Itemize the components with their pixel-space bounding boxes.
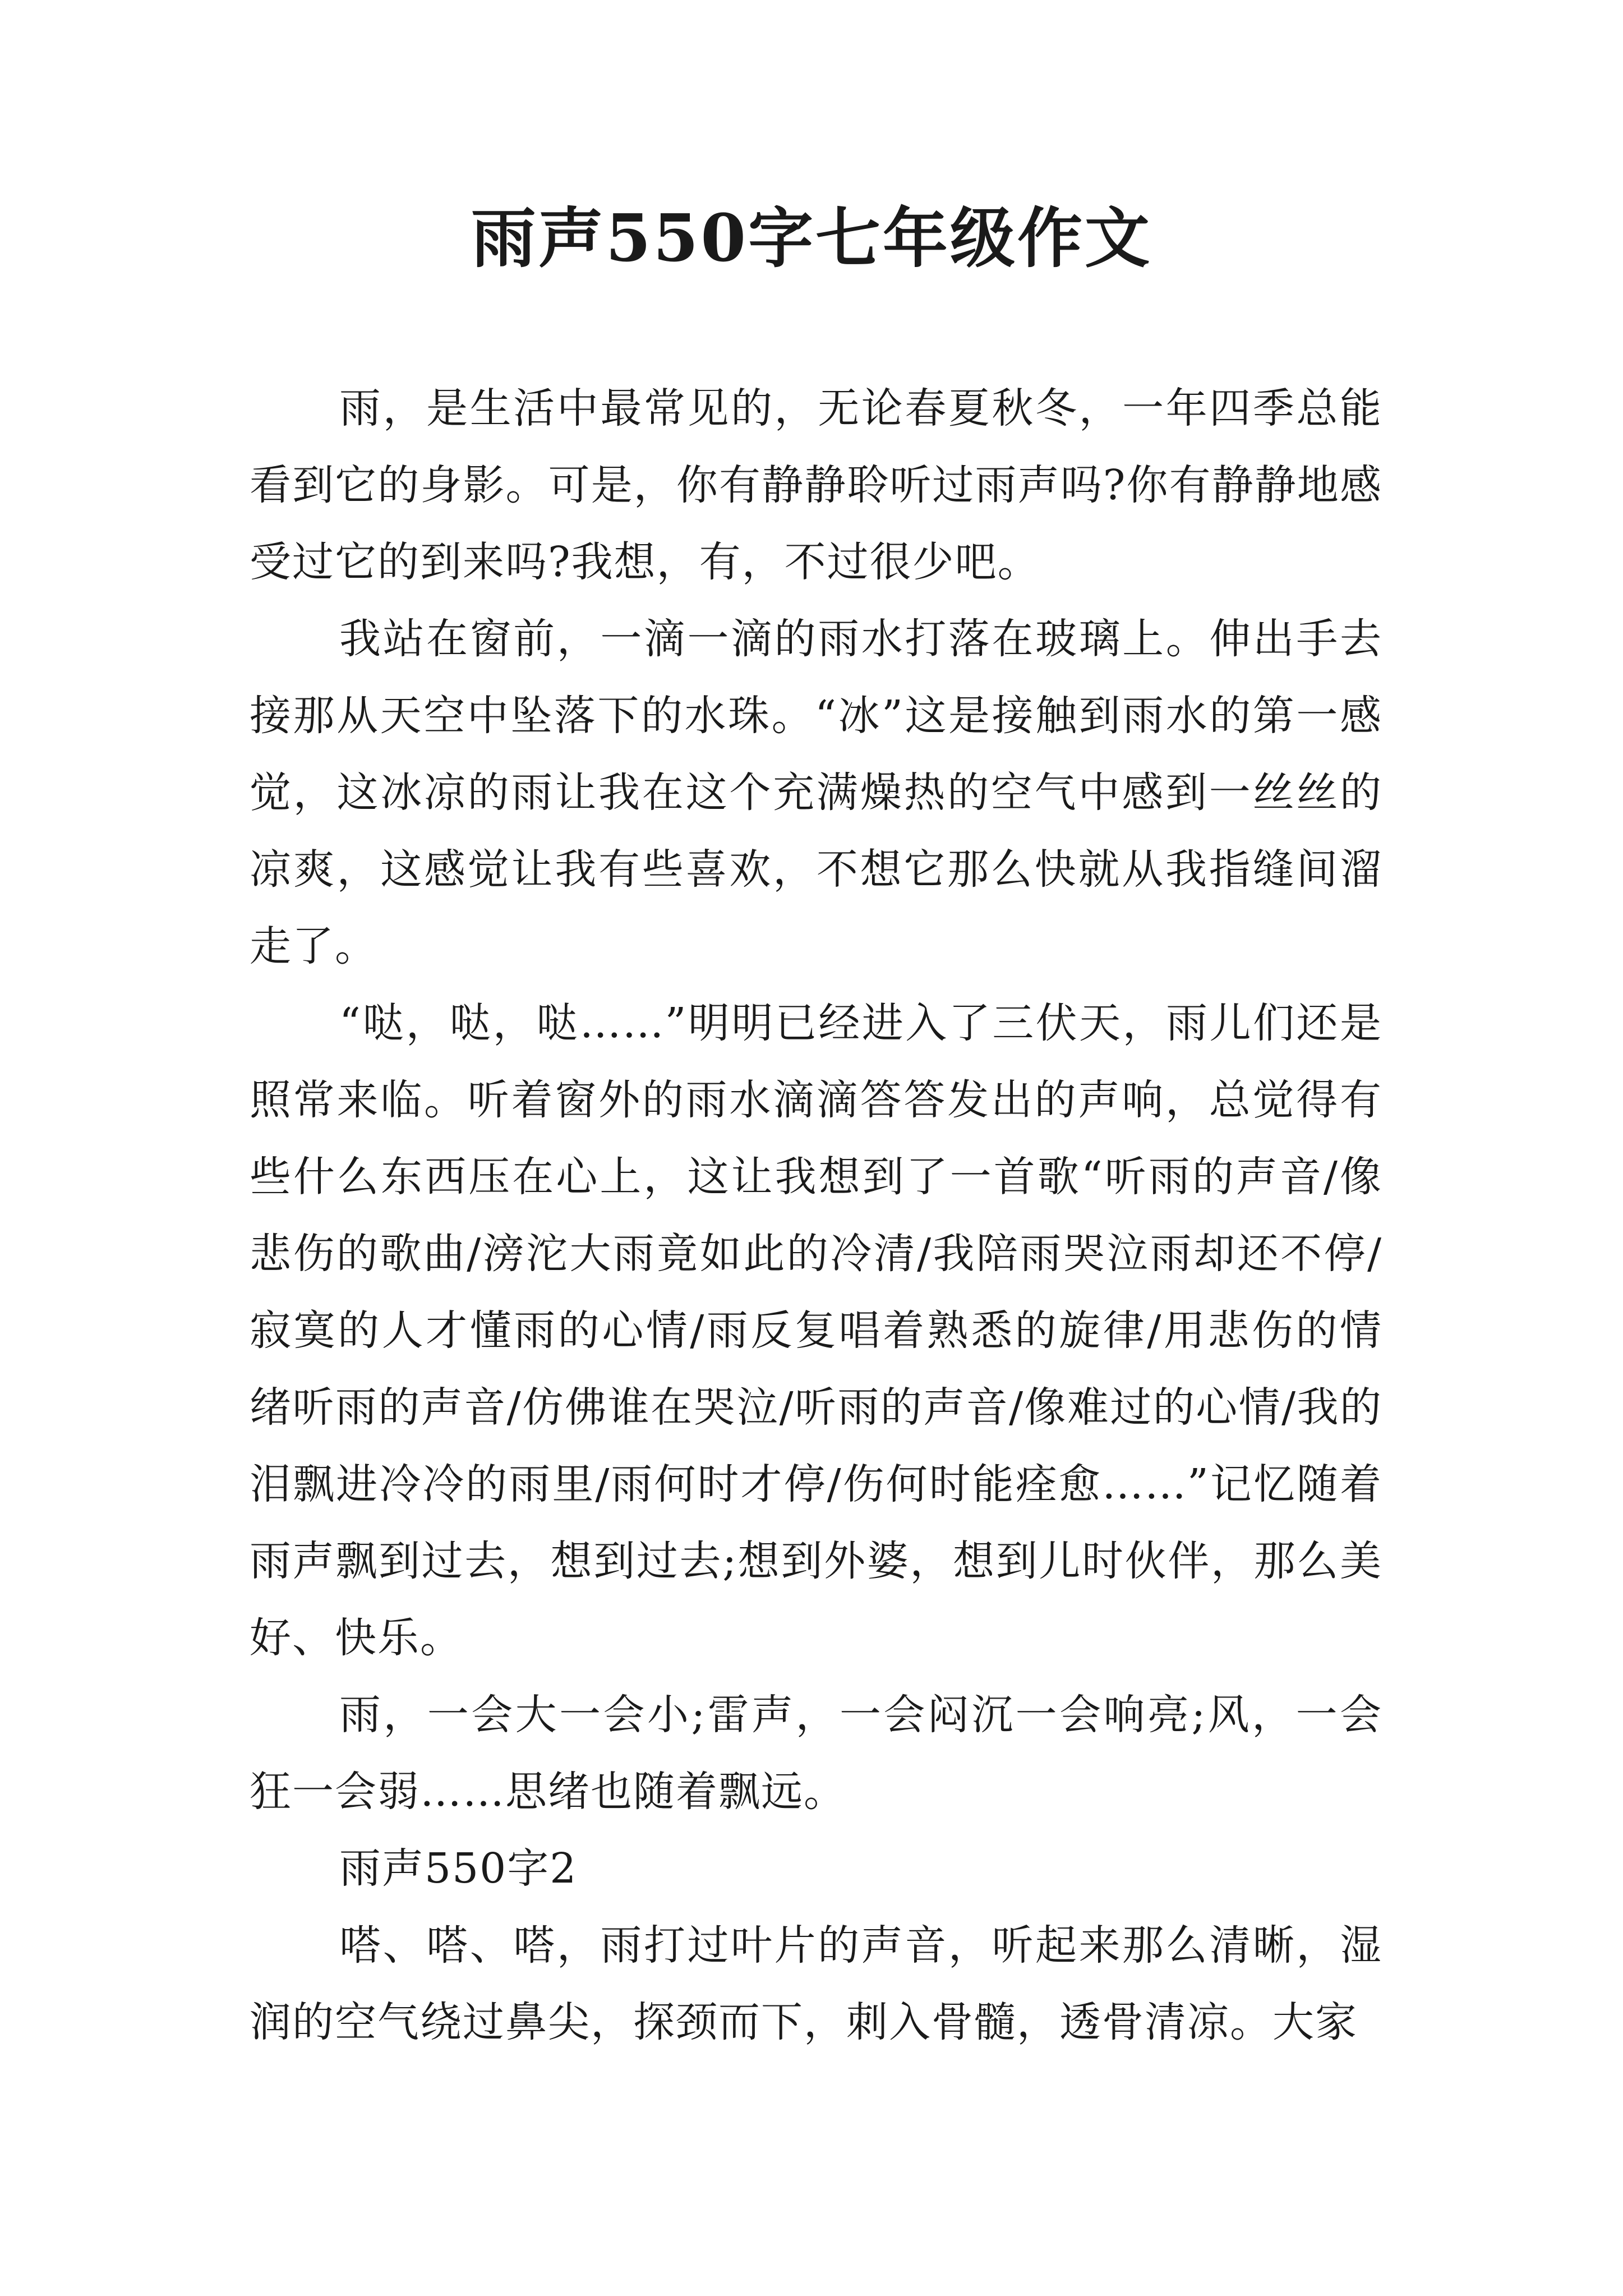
document-body <box>250 370 1382 2061</box>
paragraph-1: 雨，是生活中最常见的，无论春夏秋冬，一年四季总能看到它的身影。可是，你有静静聆听过雨声吗?你有静静地感受过它的到来吗?我想，有，不过很少吧。 <box>250 384 1382 586</box>
paragraph-2: 我站在窗前，一滴一滴的雨水打落在玻璃上。伸出手去接那从天空中坠落下的水珠。“冰”这是接触到雨水的第一感觉，这冰凉的雨让我在这个充满燥热的空气中感到一丝丝的凉爽，这感觉让我有些喜欢，不想它那么快就从我指缝间溜走了。 <box>250 615 1382 970</box>
section-heading: 雨声550字2 <box>339 1844 578 1893</box>
document-title: 雨声550字七年级作文 <box>471 200 1152 277</box>
paragraph-4: 雨，一会大一会小;雷声，一会闷沉一会响亮;风，一会狂一会弱……思绪也随着飘远。 <box>250 1691 1382 1816</box>
paragraph-5: 嗒、嗒、嗒，雨打过叶片的声音，听起来那么清晰，湿润的空气绕过鼻尖，探颈而下，刺入骨髓，透骨清凉。大家 <box>250 1921 1382 2046</box>
paragraph-3: “哒，哒，哒……”明明已经进入了三伏天，雨儿们还是照常来临。听着窗外的雨水滴滴答答发出的声响，总觉得有些什么东西压在心上，这让我想到了一首歌“听雨的声音/像悲伤的歌曲/滂沱大雨竟如此的冷清/我陪雨哭泣雨却还不停/寂寞的人才懂雨的心情/雨反复唱着熟悉的旋律/用悲伤的情绪听雨的声音/仿佛谁在哭泣/听雨的声音/像难过的心情/我的泪飘进冷冷的雨里/雨何时才停/伤何时能痊愈……”记忆随着雨声飘到过去，想到过去;想到外婆，想到儿时伙伴，那么美好、快乐。 <box>250 999 1382 1662</box>
